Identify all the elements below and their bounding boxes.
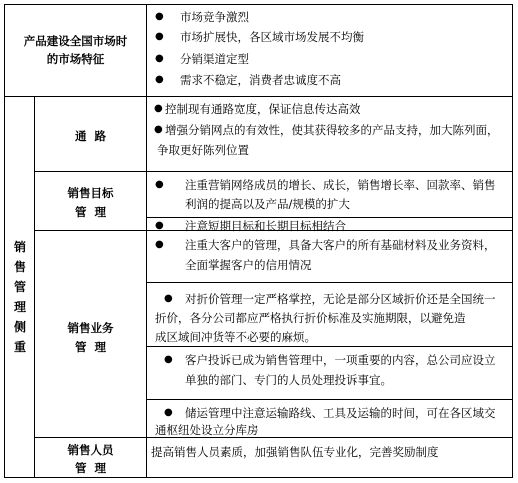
side-column-divider <box>34 96 35 477</box>
sales-side-char: 管 <box>13 280 26 294</box>
sales-side-char: 售 <box>13 260 26 274</box>
target-bullet-2: 注意短期目标和长期目标相结合 <box>185 219 346 233</box>
sub-divider-business-2 <box>146 346 512 347</box>
market-item: 市场竞争激烈 <box>180 10 249 24</box>
target-label-line1: 销售目标 <box>67 186 114 200</box>
row-divider-business <box>34 437 512 438</box>
bullet-icon: ● <box>155 74 164 85</box>
business-bullet-3-line1: 客户投诉已成为销售管理中，一项重要的内容，总公司应设立 <box>185 353 496 367</box>
sales-side-char: 销 <box>13 240 26 254</box>
staff-label-line2: 管 理 <box>74 461 106 475</box>
bullet-icon: ● <box>155 239 164 250</box>
target-bullet-1-line1: 注重营销网络成员的增长、成长，销售增长率、回款率、销售 <box>185 178 496 192</box>
business-bullet-4-line1: 储运管理中注意运输路线、工具及运输的时间，可在各区域交 <box>185 406 496 420</box>
business-label-line2: 管 理 <box>74 340 106 354</box>
sales-side-char: 侧 <box>13 320 26 334</box>
row-divider-market <box>5 96 512 97</box>
sales-side-char: 理 <box>13 300 26 314</box>
content-column-divider <box>146 5 147 477</box>
row-divider-channel <box>34 171 512 172</box>
business-bullet-3-line2: 单独的部门、专门的人员处理投诉事宜。 <box>185 373 392 387</box>
market-item: 分销渠道定型 <box>180 52 249 66</box>
bullet-icon: ● <box>154 124 163 135</box>
bullet-icon: ● <box>155 179 164 190</box>
target-bullet-1-line2: 利润的提高以及产品/规模的扩大 <box>185 197 350 211</box>
staff-label-line1: 销售人员 <box>67 443 114 457</box>
business-bullet-4-line2: 通枢纽处设立分库房 <box>155 423 259 437</box>
channel-bullet-1: 控制现有通路宽度，保证信息传达高效 <box>165 102 361 116</box>
staff-text: 提高销售人员素质，加强销售队伍专业化，完善奖励制度 <box>151 445 439 459</box>
sales-side-char: 重 <box>13 340 26 354</box>
bullet-icon: ● <box>164 354 173 365</box>
business-bullet-1-line1: 注重大客户的管理，具备大客户的所有基础材料及业务资料， <box>185 238 496 252</box>
bullet-icon: ● <box>155 11 164 22</box>
channel-bullet-2-line1: 增强分销网点的有效性，使其获得较多的产品支持，加大陈列面， <box>165 123 499 137</box>
business-bullet-2-line1: 对折价管理一定严格掌控，无论是部分区域折价还是全国统一 <box>185 292 496 306</box>
bullet-icon: ● <box>154 103 163 114</box>
market-item: 市场扩展快，各区域市场发展不均衡 <box>180 30 364 44</box>
bullet-icon: ● <box>164 407 173 418</box>
market-item: 需求不稳定，消费者忠诚度不高 <box>180 73 341 87</box>
bullet-icon: ● <box>155 31 164 42</box>
market-label-line2: 的市场特征 <box>46 52 105 66</box>
business-label-line1: 销售业务 <box>67 321 114 335</box>
channel-bullet-2-line2: 争取更好陈列位置 <box>157 143 249 157</box>
target-label-line2: 管 理 <box>74 205 106 219</box>
bullet-icon: ● <box>155 220 164 231</box>
market-label-line1: 产品建设全国市场时 <box>23 34 128 48</box>
business-bullet-1-line2: 全面掌握客户的信用情况 <box>185 258 312 272</box>
bullet-icon: ● <box>155 53 164 64</box>
channel-label: 通 路 <box>74 129 106 143</box>
sub-divider-business-3 <box>146 399 512 400</box>
sales-side-label <box>13 237 27 357</box>
sub-divider-business-1 <box>146 282 512 283</box>
business-bullet-2-line2: 折价，各分公司都应严格执行折价标准及实施期限，以避免造 <box>155 311 466 325</box>
bullet-icon: ● <box>164 293 173 304</box>
business-bullet-2-line3: 成区域间冲货等不必要的麻烦。 <box>155 330 316 344</box>
market-sales-table <box>4 4 513 478</box>
